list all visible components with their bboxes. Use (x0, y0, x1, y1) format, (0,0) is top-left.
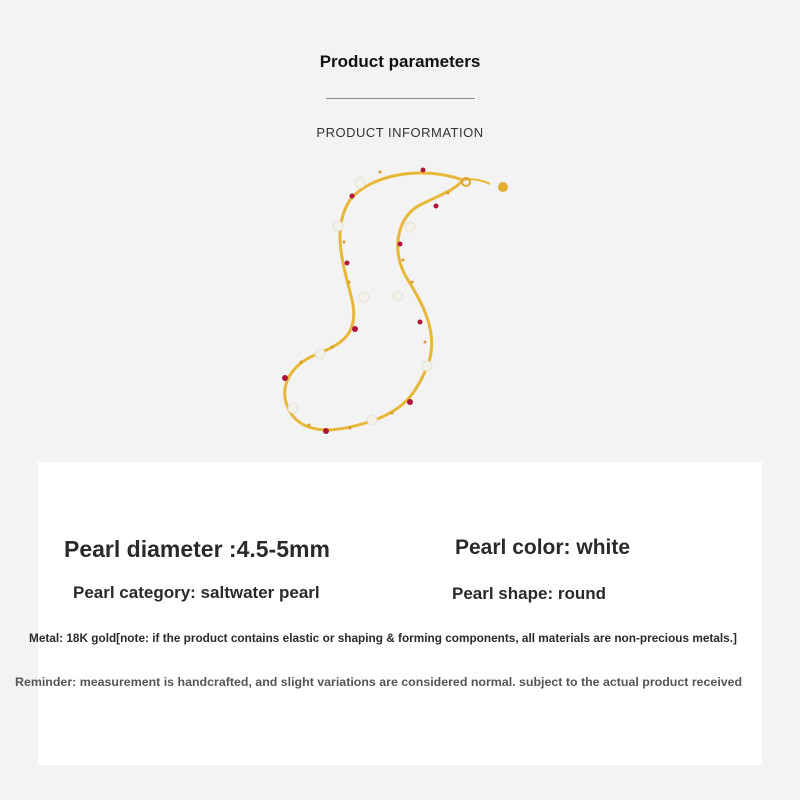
section-subtitle: PRODUCT INFORMATION (316, 125, 484, 140)
pearl (405, 222, 415, 232)
metal-spec: Metal: 18K gold[note: if the product contains elastic or shaping & forming components, all materials are non-precious metals.] (29, 631, 737, 645)
red-bead (345, 261, 350, 266)
pearl (288, 403, 298, 413)
page-title: Product parameters (319, 52, 481, 71)
pearl (315, 349, 325, 359)
spec-card (38, 462, 762, 765)
pearl-shape-spec: Pearl shape: round (452, 584, 606, 603)
red-bead (398, 242, 403, 247)
red-bead (418, 320, 423, 325)
pearl (367, 415, 377, 425)
pearl-category-spec: Pearl category: saltwater pearl (73, 583, 320, 602)
necklace-chain (285, 173, 463, 430)
red-bead (434, 204, 439, 209)
red-bead (323, 428, 329, 434)
pearl (359, 292, 369, 302)
red-bead (282, 375, 288, 381)
pearl (333, 221, 343, 231)
red-bead (350, 194, 355, 199)
reminder-note: Reminder: measurement is handcrafted, and slight variations are considered normal. subject to the actual product received (15, 675, 743, 689)
red-bead (352, 326, 358, 332)
pearl (422, 361, 432, 371)
pearl-diameter-spec: Pearl diameter :4.5-5mm (64, 536, 330, 562)
pearl (355, 178, 365, 188)
pearl-color-spec: Pearl color: white (455, 536, 631, 559)
pearl (393, 291, 403, 301)
red-bead (407, 399, 413, 405)
necklace-tag (498, 182, 508, 192)
red-bead (421, 168, 426, 173)
